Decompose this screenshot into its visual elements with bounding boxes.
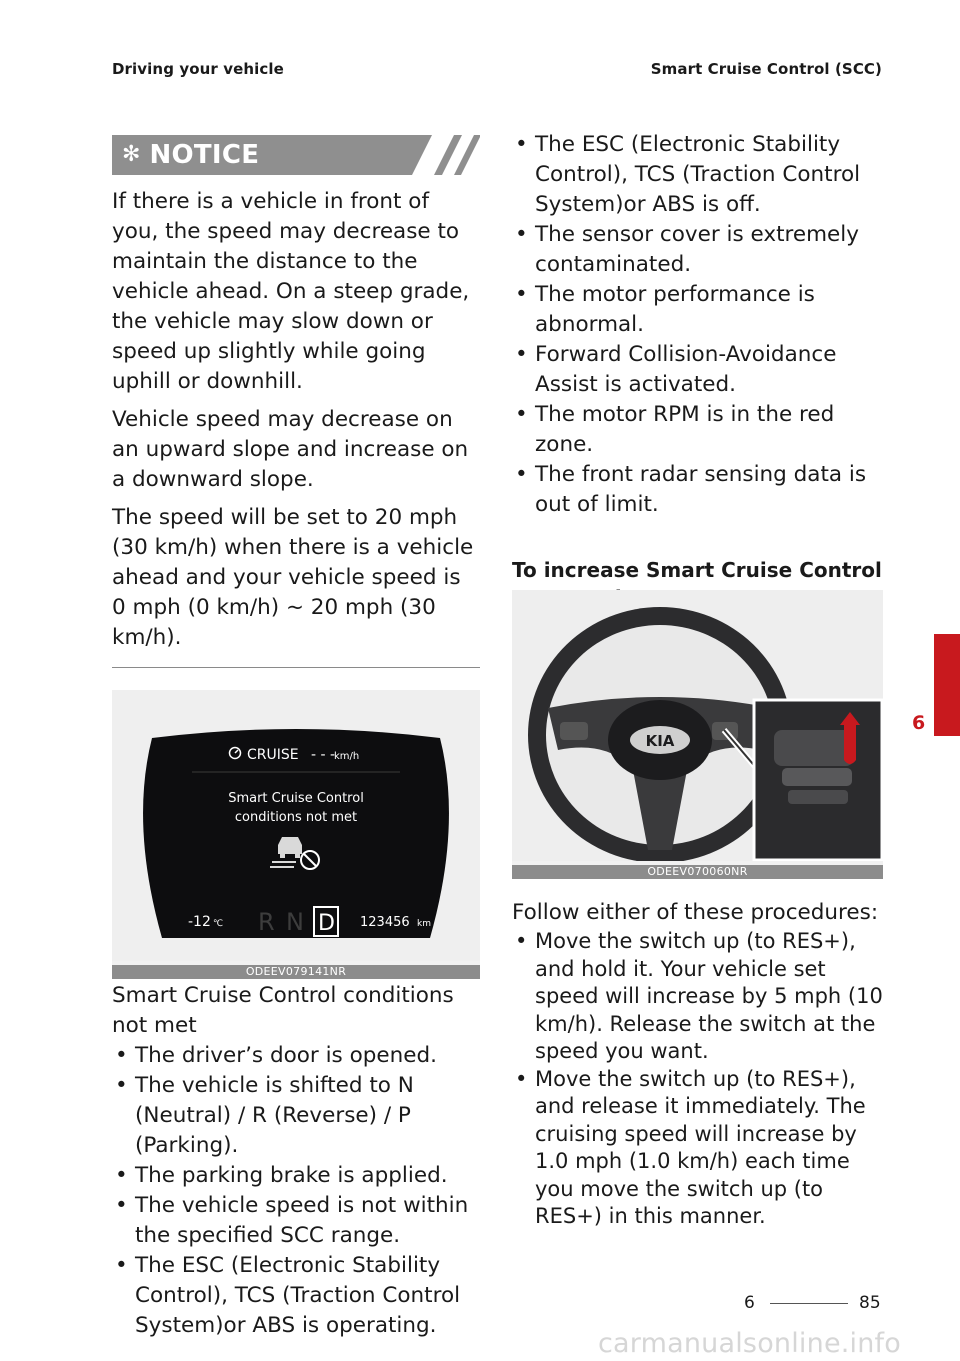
cruise-unit: km/h	[334, 751, 360, 762]
procedure-block	[512, 898, 883, 1231]
gear-d-selected: D	[318, 911, 335, 936]
stripes-decoration	[402, 135, 480, 175]
cruise-value: - - -	[311, 747, 336, 763]
figure-code: ODEEV070060NR	[512, 865, 883, 879]
instrument-cluster-illustration	[112, 690, 480, 961]
list-item: • Forward Collision-Avoidance Assist is activated.	[515, 342, 837, 397]
left-column	[112, 135, 480, 1341]
temperature-unit: ℃	[213, 919, 224, 929]
list-item: • The front radar sensing data is out of limit.	[515, 462, 867, 517]
conditions-list	[112, 1041, 480, 1341]
cluster-message: conditions not met	[234, 810, 358, 825]
procedure-list	[512, 928, 883, 1231]
odometer-unit: km	[417, 919, 431, 929]
topic-header: Smart Cruise Control (SCC)	[650, 60, 882, 78]
cruise-label: CRUISE	[247, 747, 299, 763]
figure-code: ODEEV079141NR	[112, 965, 480, 979]
kia-logo: KIA	[645, 732, 675, 750]
right-column	[512, 130, 883, 1228]
chapter-tab-number: 6	[912, 712, 926, 734]
list-item: • The sensor cover is extremely contaminated.	[515, 222, 859, 277]
chapter-tab	[934, 634, 960, 736]
notice-paragraph: Vehicle speed may decrease on an upward slope and increase on a downward slope.	[112, 407, 469, 492]
cluster-figure	[112, 690, 480, 978]
notice-paragraph: If there is a vehicle in front of you, the speed may decrease to maintain the distance to the vehicle ahead. On a steep grade, the vehicle may slow down or speed up slightly while going uphill or downhill.	[112, 189, 470, 394]
page-number: 85	[859, 1293, 881, 1313]
list-item: • The ESC (Electronic Stability Control), TCS (Traction Control System)or ABS is operating.	[115, 1253, 461, 1338]
list-item: • The driver’s door is opened.	[115, 1043, 437, 1068]
temperature-readout: -12	[188, 914, 211, 930]
notice-label: NOTICE	[149, 140, 260, 170]
asterisk-icon: ✻	[122, 142, 141, 167]
list-item: • Move the switch up (to RES+), and release it immediately. The cruising speed will increase by 1.0 mph (1.0 km/h) each time you move the switch up (to RES+) in this manner.	[515, 1066, 866, 1228]
list-item: • The motor RPM is in the red zone.	[515, 402, 835, 457]
section-heading: To increase Smart Cruise Control	[512, 558, 882, 582]
gear-r: R	[258, 908, 275, 936]
list-item: • Move the switch up (to RES+), and hold it. Your vehicle set speed will increase by 5 mph (10 km/h). Release the switch at the speed you want.	[515, 929, 883, 1063]
section-header: Driving your vehicle	[112, 60, 284, 78]
procedure-intro: Follow either of these procedures:	[512, 900, 879, 925]
notice-divider	[112, 667, 480, 668]
odometer-readout: 123456	[360, 915, 410, 930]
list-item: • The vehicle is shifted to N (Neutral) / R (Reverse) / P (Parking).	[115, 1073, 414, 1158]
list-item: • The motor performance is abnormal.	[515, 282, 815, 337]
list-item: • The parking brake is applied.	[115, 1163, 448, 1188]
steering-wheel-figure	[512, 590, 883, 878]
list-item: • The vehicle speed is not within the specified SCC range.	[115, 1193, 469, 1248]
notice-banner	[112, 135, 480, 175]
notice-paragraph: The speed will be set to 20 mph (30 km/h) when there is a vehicle ahead and your vehicle speed is 0 mph (0 km/h) ~ 20 mph (30 km/h).	[112, 505, 474, 650]
footer-divider	[770, 1303, 848, 1304]
list-item: • The ESC (Electronic Stability Control), TCS (Traction Control System)or ABS is off.	[515, 132, 861, 217]
footer-chapter: 6	[744, 1293, 755, 1313]
cluster-message: Smart Cruise Control	[228, 791, 364, 806]
conditions-list-continued	[512, 130, 883, 520]
gear-n: N	[286, 908, 304, 936]
steering-wheel-illustration	[512, 590, 883, 861]
watermark: carmanualsonline.info	[598, 1328, 901, 1359]
conditions-intro: Smart Cruise Control conditions not met	[112, 983, 454, 1038]
